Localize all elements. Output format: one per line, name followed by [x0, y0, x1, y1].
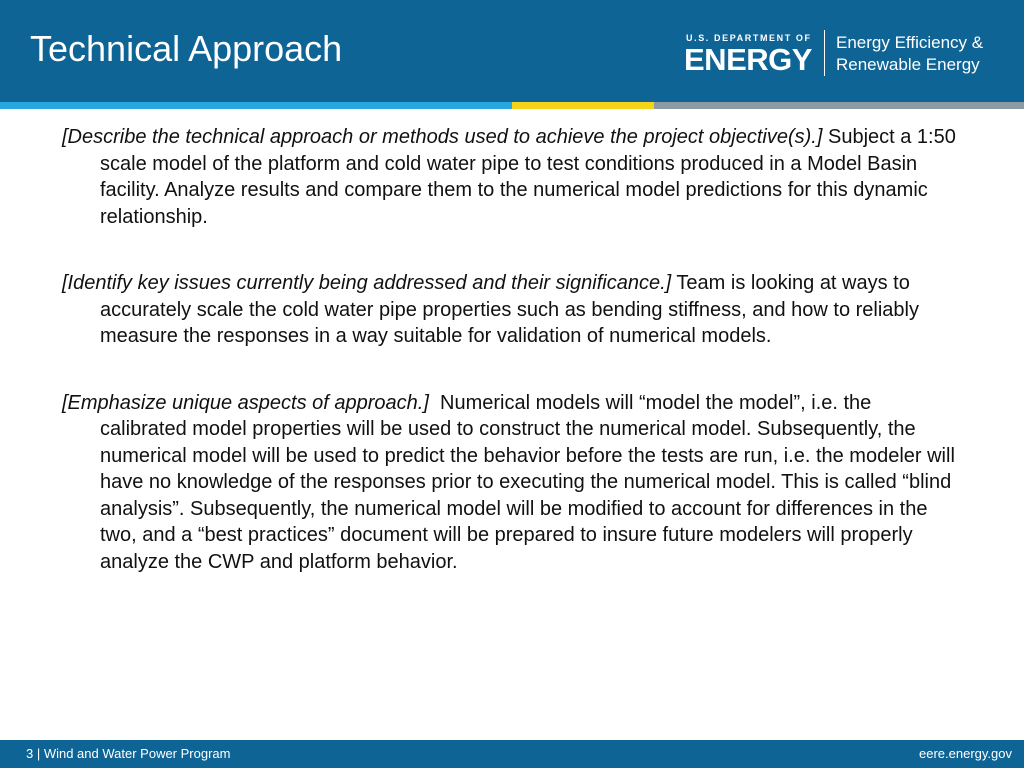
accent-stripe-yellow: [512, 102, 654, 109]
doe-eere-logo: [684, 32, 1014, 78]
slide-header: [0, 0, 1024, 102]
slide-body: [62, 124, 962, 615]
page-title: Technical Approach: [30, 28, 343, 69]
paragraph-text: Subject a 1:50 scale model of the platform and cold water pipe to test conditions produced in a Model Basin facility. Analyze results and compare them to the numerical model predictions for this dynamic relationship.: [100, 126, 956, 228]
body-paragraph-key-issues: [62, 270, 962, 350]
footer-page-program: 3 | Wind and Water Power Program: [26, 746, 231, 761]
paragraph-prompt: [Describe the technical approach or methods used to achieve the project objective(s).]: [62, 126, 823, 148]
paragraph-prompt: [Emphasize unique aspects of approach.]: [62, 391, 429, 414]
slide-footer: [0, 740, 1024, 768]
body-paragraph-approach: [62, 124, 962, 230]
accent-stripe-gray: [654, 102, 1024, 109]
logo-energy-wordmark: ENERGY: [684, 42, 812, 77]
logo-office-name: [836, 32, 983, 76]
paragraph-text: Team is looking at ways to accurately scale the cold water pipe properties such as bending stiffness, and how to reliably measure the responses in a way suitable for validation of numerical models.: [100, 272, 919, 347]
body-paragraph-unique-aspects: [62, 390, 962, 576]
paragraph-prompt: [Identify key issues currently being addressed and their significance.]: [62, 272, 672, 294]
logo-department-text: U.S. DEPARTMENT OF: [686, 33, 812, 43]
logo-office-line2: Renewable Energy: [836, 55, 980, 74]
paragraph-text: Numerical models will “model the model”, i.e. the calibrated model properties will be used to construct the numerical model. Subsequently, the numerical model will be used to predict the behavior before the tests are run, i.e. the modeler will have no knowledge of the responses prior to executing the numerical model. This is called “blind analysis”. Subsequently, the numerical model will be modified to account for differences in the two, and a “best practices” document will be prepared to insure future modelers will properly analyze the CWP and platform behavior.: [100, 391, 961, 573]
logo-divider: [824, 30, 825, 76]
footer-website: eere.energy.gov: [919, 746, 1012, 761]
logo-office-line1: Energy Efficiency &: [836, 33, 984, 52]
accent-stripe-blue: [0, 102, 512, 109]
